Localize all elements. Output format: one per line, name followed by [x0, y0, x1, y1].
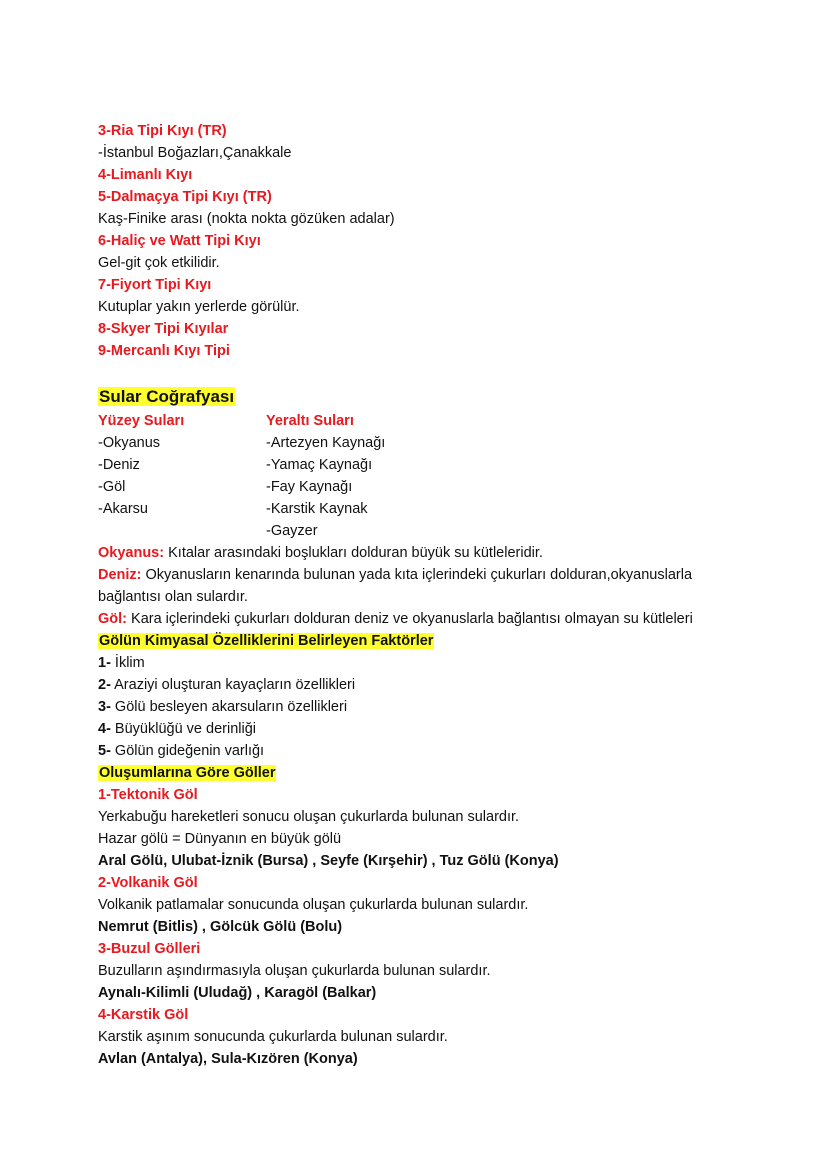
definition-lake — [98, 608, 693, 630]
glacial-lake-examples: Aynalı-Kilimli (Uludağ) , Karagöl (Balkar) — [98, 985, 377, 1001]
lake-formation-title-highlight: Oluşumlarına Göre Göller — [99, 765, 276, 781]
volcanic-lake-examples: Nemrut (Bitlis) , Gölcük Gölü (Bolu) — [98, 919, 343, 935]
ground-water-item: -Yamaç Kaynağı — [266, 457, 373, 473]
coast-type-7-note: Kutuplar yakın yerlerde görülür. — [98, 299, 300, 315]
glacial-lake-description: Buzulların aşındırmasıyla oluşan çukurlarda bulunan sulardır. — [98, 963, 491, 979]
coast-type-9-title: 9-Mercanlı Kıyı Tipi — [98, 343, 230, 359]
tectonic-lake-title: 1-Tektonik Göl — [98, 787, 198, 803]
ground-water-item: -Artezyen Kaynağı — [266, 435, 386, 451]
factor-text: Gölün gideğenin varlığı — [110, 743, 265, 759]
definition-ocean — [98, 542, 543, 564]
factor-item — [98, 674, 355, 696]
ground-waters-header: Yeraltı Suları — [266, 413, 354, 429]
section-title-waters — [98, 385, 235, 409]
ground-water-item: -Karstik Kaynak — [266, 501, 368, 517]
chemical-factors-title-highlight: Gölün Kimyasal Özelliklerini Belirleyen Faktörler — [99, 633, 434, 649]
tectonic-lake-description: Yerkabuğu hareketleri sonucu oluşan çukurlarda bulunan sulardır. — [98, 809, 520, 825]
factor-number: 4- — [98, 721, 111, 737]
coast-type-4-title: 4-Limanlı Kıyı — [98, 167, 193, 183]
definition-text: Okyanusların kenarında bulunan yada kıta içlerindeki çukurları dolduran,okyanuslarla — [141, 567, 693, 583]
section-title-lake-formation — [98, 762, 276, 784]
section-title-chemical-factors — [98, 630, 434, 652]
karst-lake-title: 4-Karstik Göl — [98, 1007, 189, 1023]
definition-term: Deniz: — [98, 567, 142, 583]
factor-item — [98, 652, 145, 674]
definition-sea-continued: bağlantısı olan sulardır. — [98, 589, 248, 605]
definition-text: Kara içlerindeki çukurları dolduran deniz ve okyanuslarla bağlantısı olmayan su kütleleri — [127, 611, 693, 627]
coast-type-7-title: 7-Fiyort Tipi Kıyı — [98, 277, 212, 293]
coast-type-3-title: 3-Ria Tipi Kıyı (TR) — [98, 123, 227, 139]
definition-sea — [98, 564, 692, 586]
factor-item — [98, 696, 347, 718]
factor-number: 2- — [98, 677, 111, 693]
factor-item — [98, 718, 256, 740]
definition-term: Göl: — [98, 611, 127, 627]
coast-type-8-title: 8-Skyer Tipi Kıyılar — [98, 321, 229, 337]
factor-text: Büyüklüğü ve derinliği — [110, 721, 256, 737]
karst-lake-examples: Avlan (Antalya), Sula-Kızören (Konya) — [98, 1051, 358, 1067]
surface-water-item: -Okyanus — [98, 435, 161, 451]
factor-text: İklim — [110, 655, 145, 671]
ground-water-item: -Gayzer — [266, 523, 318, 539]
coast-type-3-note: -İstanbul Boğazları,Çanakkale — [98, 145, 292, 161]
factor-item — [98, 740, 264, 762]
factor-number: 3- — [98, 699, 111, 715]
tectonic-lake-note: Hazar gölü = Dünyanın en büyük gölü — [98, 831, 342, 847]
definition-term: Okyanus: — [98, 545, 165, 561]
volcanic-lake-description: Volkanik patlamalar sonucunda oluşan çukurlarda bulunan sulardır. — [98, 897, 529, 913]
karst-lake-description: Karstik aşınım sonucunda çukurlarda bulunan sulardır. — [98, 1029, 448, 1045]
factor-number: 1- — [98, 655, 111, 671]
ground-water-item: -Fay Kaynağı — [266, 479, 353, 495]
glacial-lake-title: 3-Buzul Gölleri — [98, 941, 201, 957]
surface-water-item: -Deniz — [98, 457, 140, 473]
coast-type-6-title: 6-Haliç ve Watt Tipi Kıyı — [98, 233, 261, 249]
factor-text: Gölü besleyen akarsuların özellikleri — [110, 699, 348, 715]
factor-text: Araziyi oluşturan kayaçların özellikleri — [110, 677, 356, 693]
definition-text: Kıtalar arasındaki boşlukları dolduran büyük su kütleleridir. — [164, 545, 543, 561]
tectonic-lake-examples: Aral Gölü, Ulubat-İznik (Bursa) , Seyfe (Kırşehir) , Tuz Gölü (Konya) — [98, 853, 559, 869]
waters-title-highlight: Sular Coğrafyası — [99, 387, 235, 406]
coast-type-6-note: Gel-git çok etkilidir. — [98, 255, 220, 271]
surface-water-item: -Akarsu — [98, 501, 148, 517]
factor-number: 5- — [98, 743, 111, 759]
surface-water-item: -Göl — [98, 479, 126, 495]
surface-waters-header: Yüzey Suları — [98, 413, 185, 429]
coast-type-5-note: Kaş-Finike arası (nokta nokta gözüken adalar) — [98, 211, 395, 227]
volcanic-lake-title: 2-Volkanik Göl — [98, 875, 198, 891]
coast-type-5-title: 5-Dalmaçya Tipi Kıyı (TR) — [98, 189, 272, 205]
